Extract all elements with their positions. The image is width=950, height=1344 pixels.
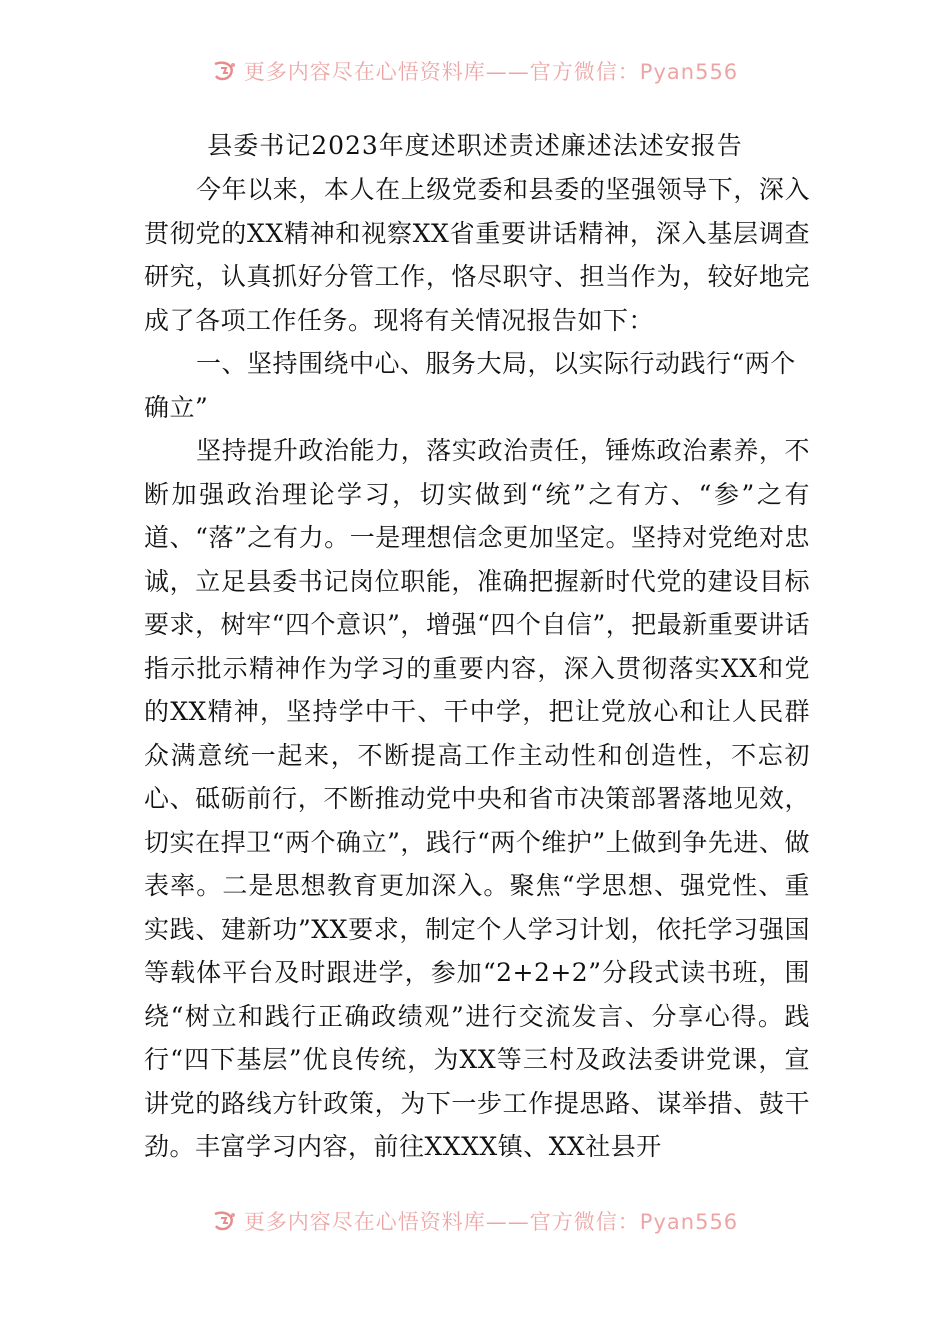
watermark-logo-icon	[212, 1210, 238, 1232]
header-watermark	[0, 56, 950, 86]
document-body	[144, 168, 810, 1169]
watermark-logo-icon	[212, 60, 238, 82]
watermark-text: 更多内容尽在心悟资料库——官方微信：Pyan556	[243, 1210, 739, 1234]
watermark-text: 更多内容尽在心悟资料库——官方微信：Pyan556	[243, 60, 739, 84]
section-heading-1: 一、坚持围绕中心、服务大局，以实际行动践行“两个确立”	[144, 349, 796, 422]
footer-watermark	[0, 1206, 950, 1236]
section-body-1: 坚持提升政治能力，落实政治责任，锤炼政治素养，不断加强政治理论学习，切实做到“统”之有方、“参”之有道、“落”之有力。一是理想信念更加坚定。坚持对党绝对忠诚，立足县委书记岗位职能，准确把握新时代党的建设目标要求，树牢“四个意识”，增强“四个自信”，把最新重要讲话指示批示精神作为学习的重要内容，深入贯彻落实XX和党的XX精神，坚持学中干、干中学，把让党放心和让人民群众满意统一起来，不断提高工作主动性和创造性，不忘初心、砥砺前行，不断推动党中央和省市决策部署落地见效，切实在捍卫“两个确立”，践行“两个维护”上做到争先进、做表率。二是思想教育更加深入。聚焦“学思想、强党性、重实践、建新功”XX要求，制定个人学习计划，依托学习强国等载体平台及时跟进学，参加“2+2+2”分段式读书班，围绕“树立和践行正确政绩观”进行交流发言、分享心得。践行“四下基层”优良传统，为XX等三村及政法委讲党课，宣讲党的路线方针政策，为下一步工作提思路、谋举措、鼓干劲。丰富学习内容，前往XXXX镇、XX社县开	[144, 436, 810, 1161]
document-title: 县委书记2023年度述职述责述廉述法述安报告	[207, 131, 743, 160]
intro-paragraph: 今年以来，本人在上级党委和县委的坚强领导下，深入贯彻党的XX精神和视察XX省重要讲话精神，深入基层调查研究，认真抓好分管工作，恪尽职守、担当作为，较好地完成了各项工作任务。现将有关情况报告如下：	[144, 175, 810, 335]
